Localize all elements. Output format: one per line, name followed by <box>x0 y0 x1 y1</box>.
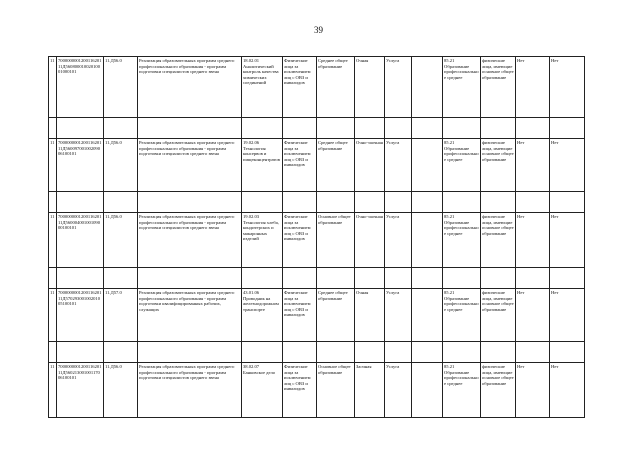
cell-okved: 11.Д57.0 <box>104 289 138 342</box>
cell-form: Очно-заочная <box>355 139 385 192</box>
cell-recipients: физические лица, имеющие основное общее образование <box>481 213 516 268</box>
cell-education: Основное общее образование <box>317 213 355 268</box>
cell-direction: 85.21 Образование профессиональное среднее <box>443 57 481 118</box>
cell-education: Среднее общее образование <box>317 57 355 118</box>
cell-free: Нет <box>550 363 585 418</box>
cell-form: Очная <box>355 57 385 118</box>
cell-recipients: физические лица, имеющие основное общее образование <box>481 139 516 192</box>
cell-okved: 11.Д56.0 <box>104 213 138 268</box>
registry-rows <box>49 57 585 418</box>
cell-blank <box>412 139 443 192</box>
cell-specialty: 43.01.06 Проводник на железнодорожном транспорте <box>242 289 283 342</box>
cell-okved: 11.Д56.0 <box>104 139 138 192</box>
row-spacer <box>49 118 585 139</box>
cell-service: Реализация образовательных программ среднего профессионального образования - программ подготовки специалистов среднего звена <box>138 213 242 268</box>
row-spacer <box>49 192 585 213</box>
row-spacer <box>49 268 585 289</box>
cell-okved: 11.Д56.0 <box>104 57 138 118</box>
table-row <box>49 289 585 342</box>
cell-specialty: 19.02.03 Технология хлеба, кондитерских и макаронных изделий <box>242 213 283 268</box>
cell-specialty: 18.02.01 Аналитический контроль качества химических соединений <box>242 57 283 118</box>
cell-recipients: физические лица, имеющие основное общее образование <box>481 57 516 118</box>
cell-form: Заочная <box>355 363 385 418</box>
table-row <box>49 139 585 192</box>
cell-specialty: 38.02.07 Банковское дело <box>242 363 283 418</box>
cell-direction: 85.21 Образование профессиональное среднее <box>443 363 481 418</box>
cell-free: Нет <box>550 57 585 118</box>
cell-blank <box>412 289 443 342</box>
cell-direction: 85.21 Образование профессиональное среднее <box>443 289 481 342</box>
cell-form: Очная <box>355 289 385 342</box>
services-registry-table <box>48 56 585 418</box>
cell-paid: Нет <box>516 213 550 268</box>
table-row <box>49 213 585 268</box>
cell-type: Услуга <box>385 289 412 342</box>
cell-code: 700000000120011620111Д56000400100109000100101 <box>57 213 104 268</box>
cell-education: Среднее общее образование <box>317 139 355 192</box>
cell-form: Очно-заочная <box>355 213 385 268</box>
cell-paid: Нет <box>516 57 550 118</box>
cell-num: 11 <box>49 139 57 192</box>
cell-recipients: физические лица, имеющие основное общее образование <box>481 289 516 342</box>
cell-category: Физические лица за исключением лиц с ОВЗ и инвалидов <box>283 289 317 342</box>
cell-education: Среднее общее образование <box>317 289 355 342</box>
cell-blank <box>412 363 443 418</box>
cell-service: Реализация образовательных программ среднего профессионального образования - программ подготовки специалистов среднего звена <box>138 363 242 418</box>
cell-free: Нет <box>550 289 585 342</box>
cell-code: 700000000120011620111Д56080001002010001000101 <box>57 57 104 118</box>
cell-service: Реализация образовательных программ среднего профессионального образования - программ подготовки специалистов среднего звена <box>138 57 242 118</box>
cell-type: Услуга <box>385 57 412 118</box>
cell-category: Физические лица за исключением лиц с ОВЗ и инвалидов <box>283 57 317 118</box>
table-row <box>49 57 585 118</box>
table-row <box>49 363 585 418</box>
cell-category: Физические лица за исключением лиц с ОВЗ и инвалидов <box>283 139 317 192</box>
cell-education: Основное общее образование <box>317 363 355 418</box>
cell-paid: Нет <box>516 289 550 342</box>
cell-num: 11 <box>49 289 57 342</box>
cell-service: Реализация образовательных программ среднего профессионального образования - программ подготовки специалистов среднего звена <box>138 139 242 192</box>
cell-num: 11 <box>49 363 57 418</box>
cell-code: 700000000120011620111Д57029300100201005100101 <box>57 289 104 342</box>
cell-num: 11 <box>49 213 57 268</box>
cell-type: Услуга <box>385 363 412 418</box>
cell-category: Физические лица за исключением лиц с ОВЗ и инвалидов <box>283 363 317 418</box>
cell-specialty: 19.02.06 Технология консервов и пищеконцентратов <box>242 139 283 192</box>
cell-code: 700000000120011620111Д56009700100209006100101 <box>57 139 104 192</box>
cell-type: Услуга <box>385 139 412 192</box>
cell-free: Нет <box>550 213 585 268</box>
cell-category: Физические лица за исключением лиц с ОВЗ и инвалидов <box>283 213 317 268</box>
cell-blank <box>412 57 443 118</box>
cell-blank <box>412 213 443 268</box>
cell-code: 700000000120011620111Д56021300100117006100101 <box>57 363 104 418</box>
cell-okved: 11.Д56.0 <box>104 363 138 418</box>
cell-service: Реализация образовательных программ среднего профессионального образования - программ подготовки квалифицированных рабочих, служащих <box>138 289 242 342</box>
cell-paid: Нет <box>516 363 550 418</box>
cell-type: Услуга <box>385 213 412 268</box>
cell-paid: Нет <box>516 139 550 192</box>
cell-free: Нет <box>550 139 585 192</box>
cell-recipients: физические лица, имеющие основное общее образование <box>481 363 516 418</box>
row-spacer <box>49 342 585 363</box>
page-number: 39 <box>314 25 323 35</box>
cell-num: 11 <box>49 57 57 118</box>
cell-direction: 85.21 Образование профессиональное среднее <box>443 213 481 268</box>
cell-direction: 85.21 Образование профессиональное среднее <box>443 139 481 192</box>
